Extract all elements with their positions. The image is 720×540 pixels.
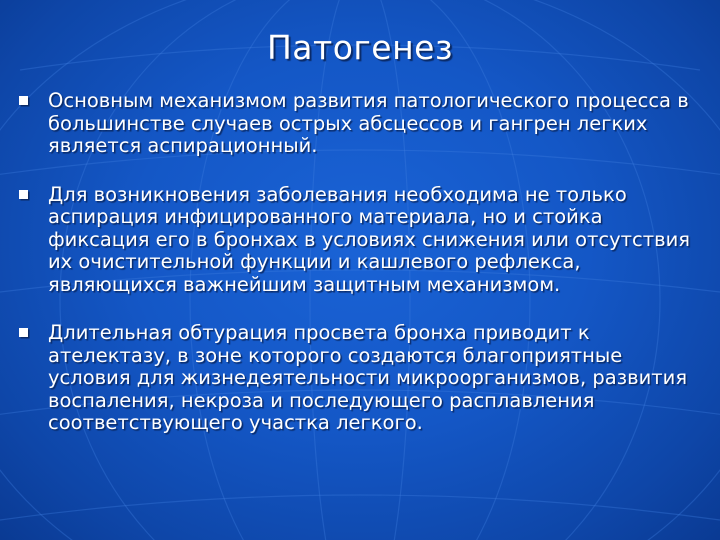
bullet-list bbox=[18, 90, 708, 461]
bullet-item bbox=[18, 90, 708, 158]
square-bullet-icon bbox=[19, 328, 28, 337]
bullet-text: Основным механизмом развития патологического процесса в большинстве случаев острых абсцессов и гангрен легких является аспирационный. bbox=[48, 89, 689, 157]
square-bullet-icon bbox=[19, 96, 28, 105]
bullet-item bbox=[18, 322, 708, 435]
bullet-item bbox=[18, 184, 708, 297]
square-bullet-icon bbox=[19, 190, 28, 199]
slide-title: Патогенез bbox=[266, 28, 454, 67]
bullet-text: Для возникновения заболевания необходима не только аспирация инфицированного материала, но и стойка фиксация его в бронхах в условиях снижения или отсутствия их очистительной функции и кашлевого рефлекса, являющихся важнейшим защитным механизмом. bbox=[48, 182, 690, 296]
bullet-text: Длительная обтурация просвета бронха приводит к ателектазу, в зоне которого создаются благоприятные условия для жизнедеятельности микроорганизмов, развития воспаления, некроза и последующего расплавления соответствующего участка легкого. bbox=[48, 321, 688, 434]
